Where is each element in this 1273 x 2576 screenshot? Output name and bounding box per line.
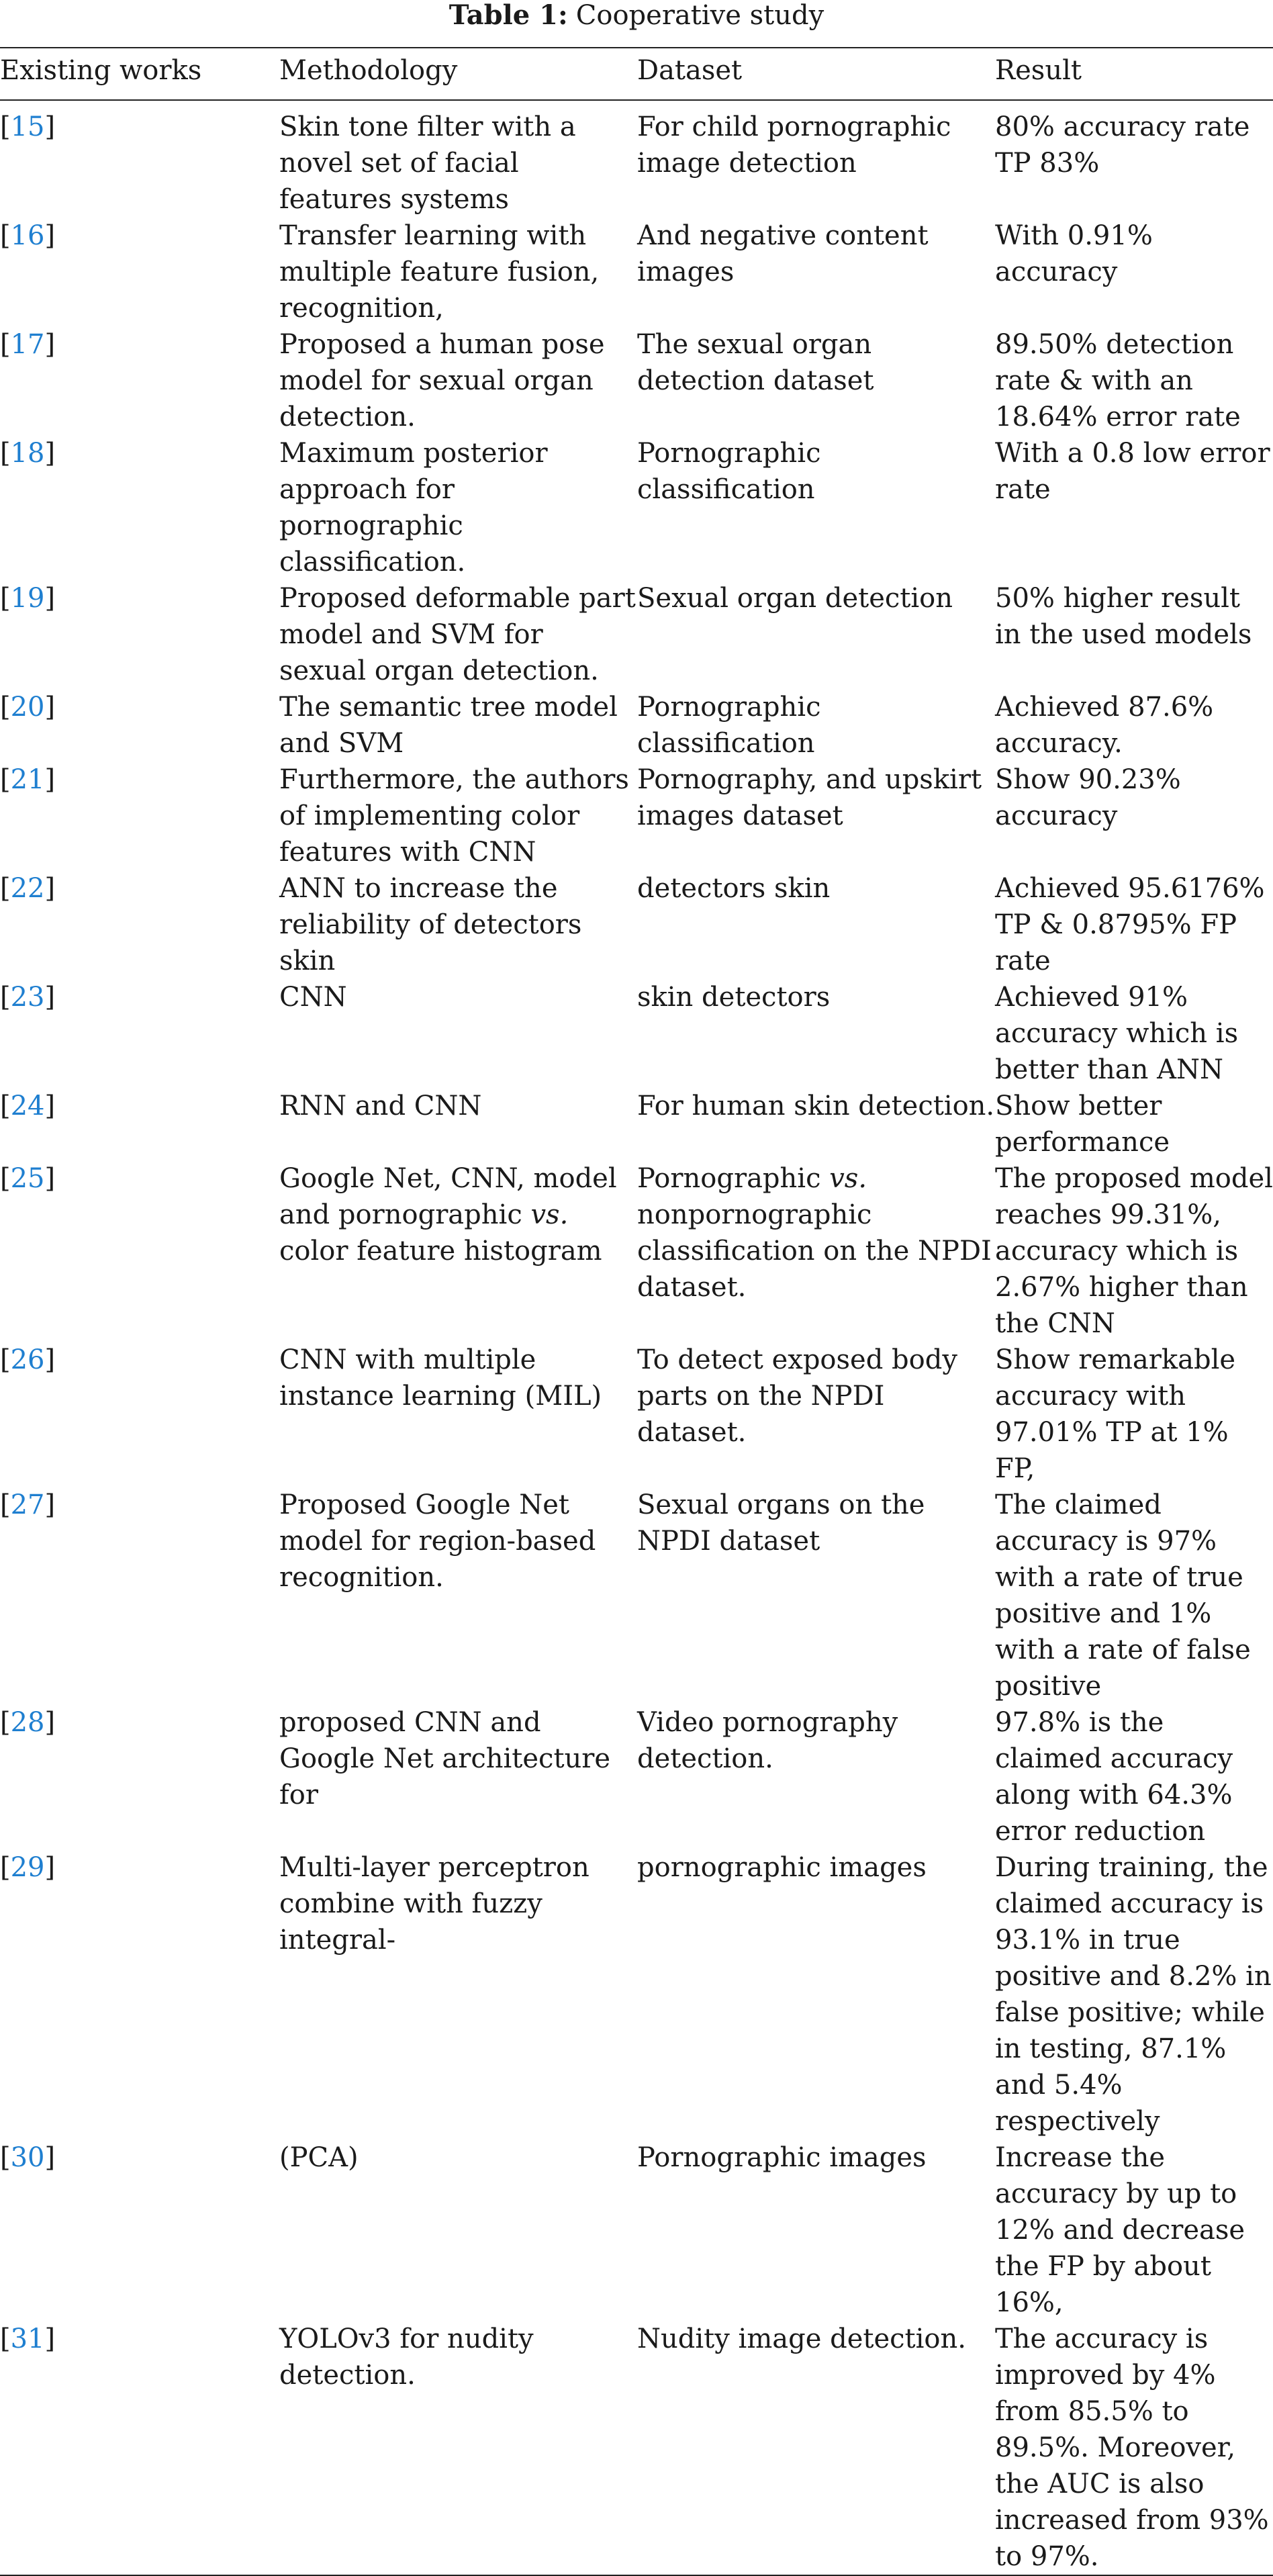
cell-reference: [20] [0,692,56,723]
table-row [0,979,1273,1088]
cell-dataset: Video pornography detection. [637,1707,898,1774]
cell-result: 89.50% detection rate & with an 18.64% error rate [995,329,1241,432]
cell-methodology: Furthermore, the authors of implementing color features with CNN [279,764,629,868]
cell-methodology: Proposed deformable part model and SVM for sexual organ detection. [279,583,636,686]
cell-reference: [25] [0,1163,56,1194]
cell-result: 80% accuracy rate TP 83% [995,111,1250,179]
header-methodology: Methodology [279,48,637,100]
citation-link[interactable]: 18 [10,438,45,469]
table-row [0,100,1273,218]
cell-result: During training, the claimed accuracy is 93.1% in true positive and 8.2% in false positive; while in testing, 87.1% and 5.4% respectively [995,1852,1272,2137]
cell-result: Show remarkable accuracy with 97.01% TP at 1% FP, [995,1344,1236,1484]
table-row [0,1342,1273,1487]
cell-reference: [28] [0,1707,56,1738]
table-row [0,870,1273,979]
cell-reference: [27] [0,1489,56,1520]
cell-dataset: Sexual organs on the NPDI dataset [637,1489,925,1557]
cell-result: With a 0.8 low error rate [995,438,1270,505]
cell-dataset: For child pornographic image detection [637,111,951,179]
citation-link[interactable]: 26 [10,1344,45,1375]
table-caption-title: Cooperative study [575,0,824,31]
cell-reference: [24] [0,1091,56,1121]
cell-reference: [18] [0,438,56,469]
cell-dataset: skin detectors [637,982,831,1013]
cell-dataset: Pornographic classification [637,438,821,505]
table-row [0,1704,1273,1849]
citation-link[interactable]: 27 [10,1489,45,1520]
cell-reference: [22] [0,873,56,904]
citation-link[interactable]: 23 [10,982,45,1013]
cell-reference: [16] [0,220,56,251]
cell-dataset: And negative content images [637,220,929,287]
header-existing-works: Existing works [0,48,279,100]
citation-link[interactable]: 16 [10,220,45,251]
table-caption-label: Table 1: [449,0,568,31]
citation-link[interactable]: 29 [10,1852,45,1883]
citation-link[interactable]: 22 [10,873,45,904]
table-row [0,435,1273,580]
cell-reference: [21] [0,764,56,795]
citation-link[interactable]: 20 [10,692,45,723]
cell-result: Achieved 87.6% accuracy. [995,692,1214,759]
table-row [0,689,1273,762]
cell-dataset: Pornography, and upskirt images dataset [637,764,982,831]
cell-methodology: (PCA) [279,2142,359,2173]
citation-link[interactable]: 21 [10,764,45,795]
table-row [0,1849,1273,2140]
table-row [0,218,1273,326]
cell-reference: [17] [0,329,56,360]
cell-result: Achieved 95.6176% TP & 0.8795% FP rate [995,873,1265,976]
cell-methodology: RNN and CNN [279,1091,482,1121]
cell-result: Achieved 91% accuracy which is better than ANN [995,982,1239,1085]
cell-methodology: Skin tone filter with a novel set of facial features systems [279,111,576,215]
cell-dataset: pornographic images [637,1852,927,1883]
cell-reference: [31] [0,2321,279,2575]
table-row [0,762,1273,870]
table-header-row [0,48,1273,100]
table-row [0,326,1273,435]
cell-methodology: Transfer learning with multiple feature fusion, recognition, [279,220,600,324]
cell-result: The claimed accuracy is 97% with a rate of true positive and 1% with a rate of false positive [995,1489,1251,1702]
cell-result: The proposed model reaches 99.31%, accuracy which is 2.67% higher than the CNN [995,1163,1273,1339]
citation-link[interactable]: 17 [10,329,45,360]
citation-link[interactable]: 28 [10,1707,45,1738]
table-row [0,2140,1273,2321]
cell-dataset: For human skin detection. [637,1091,995,1121]
cell-result: With 0.91% accuracy [995,220,1153,287]
cell-methodology: The semantic tree model and SVM [279,692,618,759]
cell-methodology: Google Net, CNN, model and pornographic vs. color feature histogram [279,1163,617,1267]
table-row [0,580,1273,689]
citation-link[interactable]: 31 [10,2324,45,2354]
cell-dataset: Pornographic vs. nonpornographic classification on the NPDI dataset. [637,1163,992,1303]
header-dataset: Dataset [637,48,995,100]
cell-result: 97.8% is the claimed accuracy along with 64.3% error reduction [995,1707,1233,1847]
cell-dataset: Pornographic classification [637,692,821,759]
cell-methodology: Proposed a human pose model for sexual organ detection. [279,329,605,432]
cell-methodology: Multi-layer perceptron combine with fuzzy integral- [279,1852,590,1956]
citation-link[interactable]: 25 [10,1163,45,1194]
header-result: Result [995,48,1273,100]
citation-link[interactable]: 30 [10,2142,45,2173]
cooperative-study-table [0,47,1273,2576]
table-row [0,2321,1273,2575]
cell-result: The accuracy is improved by 4% from 85.5% to 89.5%. Moreover, the AUC is also increased from 93% to 97%. [995,2321,1273,2575]
citation-link[interactable]: 24 [10,1091,45,1121]
cell-reference: [15] [0,111,56,142]
cell-dataset: detectors skin [637,873,831,904]
cell-dataset: Pornographic images [637,2142,927,2173]
cell-reference: [19] [0,583,56,614]
cell-result: 50% higher result in the used models [995,583,1252,650]
citation-link[interactable]: 15 [10,111,45,142]
cell-result: Increase the accuracy by up to 12% and decrease the FP by about 16%, [995,2142,1245,2318]
cell-result: Show better performance [995,1091,1170,1158]
cell-methodology: CNN [279,982,347,1013]
cell-reference: [30] [0,2142,56,2173]
cell-dataset: The sexual organ detection dataset [637,329,874,396]
cell-reference: [29] [0,1852,56,1883]
cell-result: Show 90.23% accuracy [995,764,1181,831]
cell-methodology: Proposed Google Net model for region-based recognition. [279,1489,596,1593]
cell-reference: [23] [0,982,56,1013]
table-caption [0,0,1273,36]
cell-reference: [26] [0,1344,56,1375]
cell-methodology: YOLOv3 for nudity detection. [279,2321,637,2575]
cell-dataset: Sexual organ detection [637,583,953,614]
cell-methodology: proposed CNN and Google Net architecture for [279,1707,611,1810]
table-row [0,1487,1273,1704]
cell-dataset: Nudity image detection. [637,2321,995,2575]
cell-dataset: To detect exposed body parts on the NPDI dataset. [637,1344,957,1448]
table-row [0,1160,1273,1342]
cell-methodology: CNN with multiple instance learning (MIL) [279,1344,602,1412]
citation-link[interactable]: 19 [10,583,45,614]
table-row [0,1088,1273,1160]
cell-methodology: Maximum posterior approach for pornographic classification. [279,438,548,578]
cell-methodology: ANN to increase the reliability of detectors skin [279,873,582,976]
